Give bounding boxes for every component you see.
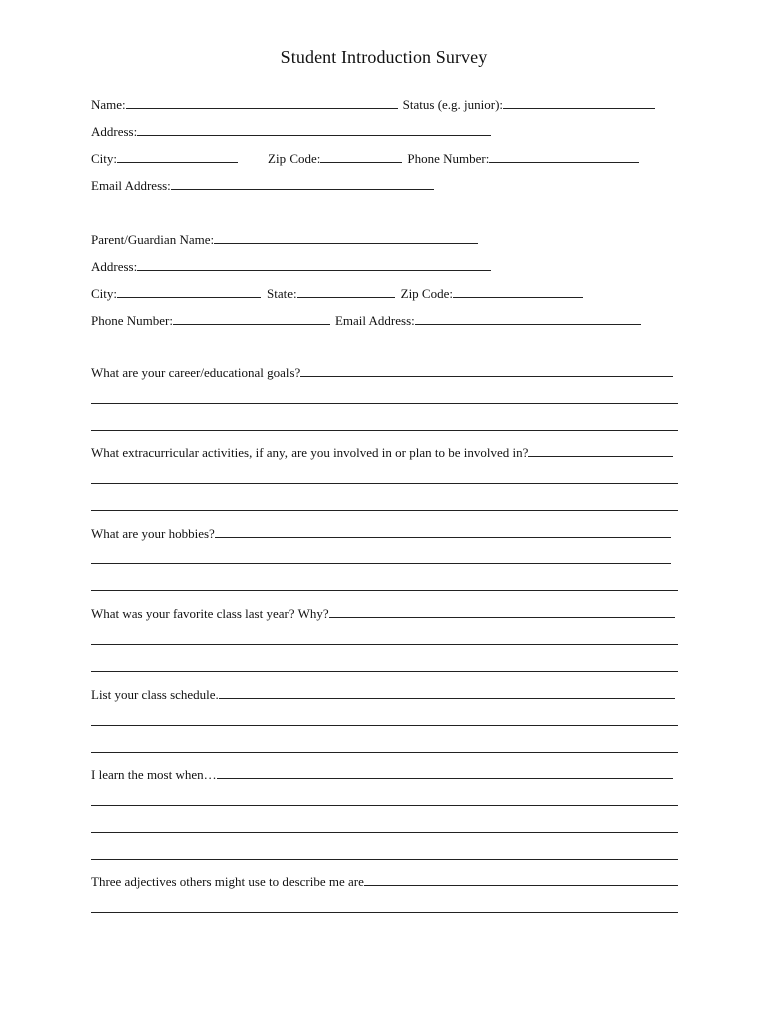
answer-line[interactable] [91,859,678,860]
parent-address-field[interactable] [137,270,491,271]
answer-line[interactable] [91,563,671,564]
parent-email-label: Email Address: [334,313,415,328]
answer-field[interactable] [215,537,671,538]
answer-line[interactable] [91,805,678,806]
student-city-field[interactable] [117,162,238,163]
answer-line[interactable] [91,430,678,431]
parent-zip-label: Zip Code: [400,286,453,301]
answer-line[interactable] [91,510,678,511]
question-learn-most [91,763,673,783]
answer-line[interactable] [91,725,678,726]
answer-line[interactable] [91,644,678,645]
question-label: What extracurricular activities, if any, are you involved in or plan to be involved in? [91,445,529,460]
parent-phone-field[interactable] [173,324,330,325]
question-label: Three adjectives others might use to describe me are [91,874,364,889]
student-city-row [91,147,639,167]
student-zip-label: Zip Code: [268,151,321,166]
question-label: What are your career/educational goals? [91,365,301,380]
student-email-field[interactable] [171,189,434,190]
question-three-adjectives [91,870,678,890]
parent-address-label: Address: [91,259,138,274]
question-label: What was your favorite class last year? Why? [91,606,329,621]
parent-zip-field[interactable] [453,297,583,298]
parent-phone-row [91,309,641,329]
parent-city-field[interactable] [117,297,261,298]
student-status-label: Status (e.g. junior): [402,97,504,112]
answer-line[interactable] [91,832,678,833]
question-favorite-class [91,602,675,622]
answer-line[interactable] [91,483,678,484]
parent-name-field[interactable] [214,243,478,244]
answer-line[interactable] [91,912,678,913]
parent-name-label: Parent/Guardian Name: [91,232,215,247]
parent-state-field[interactable] [297,297,395,298]
parent-address-row [91,255,491,275]
question-class-schedule [91,683,675,703]
question-hobbies [91,522,671,542]
student-address-row [91,120,491,140]
parent-city-row [91,282,583,302]
question-label: List your class schedule. [91,687,219,702]
student-address-field[interactable] [137,135,491,136]
answer-line[interactable] [91,752,678,753]
answer-field[interactable] [217,778,673,779]
question-label: I learn the most when… [91,767,217,782]
survey-title: Student Introduction Survey [280,47,488,67]
student-name-field[interactable] [126,108,398,109]
student-name-label: Name: [91,97,126,112]
student-zip-field[interactable] [320,162,402,163]
question-career-goals [91,361,673,381]
answer-field[interactable] [300,376,673,377]
student-city-label: City: [91,151,118,166]
student-email-label: Email Address: [91,178,171,193]
answer-field[interactable] [329,617,675,618]
student-status-field[interactable] [503,108,655,109]
student-name-row [91,93,655,113]
student-email-row [91,174,434,194]
student-phone-field[interactable] [489,162,639,163]
parent-phone-label: Phone Number: [91,313,173,328]
answer-line[interactable] [91,671,678,672]
student-phone-label: Phone Number: [407,151,490,166]
question-extracurricular [91,441,673,461]
parent-state-label: State: [267,286,297,301]
parent-city-label: City: [91,286,118,301]
answer-field[interactable] [528,456,673,457]
answer-line[interactable] [91,403,678,404]
question-label: What are your hobbies? [91,526,215,541]
parent-email-field[interactable] [415,324,641,325]
answer-line[interactable] [91,590,678,591]
answer-field[interactable] [219,698,675,699]
student-address-label: Address: [91,124,138,139]
parent-name-row [91,228,478,248]
answer-field[interactable] [364,885,678,886]
